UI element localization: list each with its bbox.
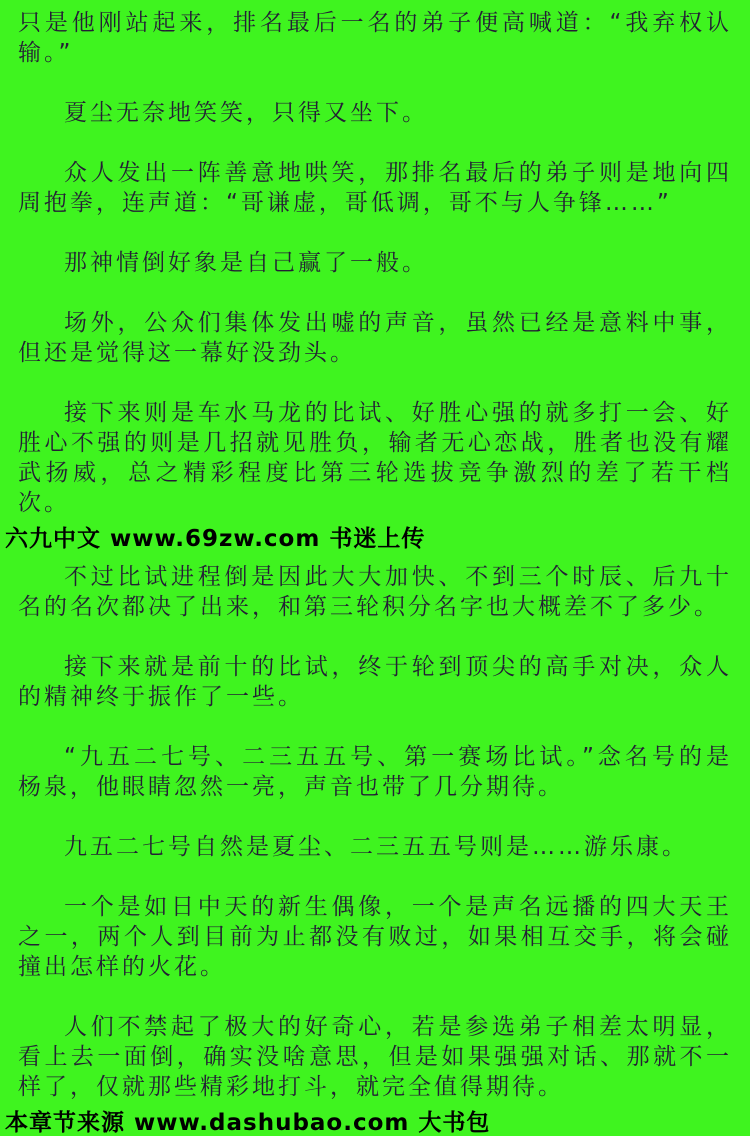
novel-paragraph: 众人发出一阵善意地哄笑，那排名最后的弟子则是地向四周抱拳，连声道：“哥谦虚，哥低调，哥不与人争锋……”	[18, 160, 732, 216]
novel-paragraph: 不过比试进程倒是因此大大加快、不到三个时辰、后九十名的名次都决了出来，和第三轮积分名字也大概差不了多少。	[18, 564, 732, 620]
novel-paragraph: 夏尘无奈地笑笑，只得又坐下。	[64, 100, 428, 126]
novel-paragraph: “九五二七号、二三五五号、第一赛场比试。”念名号的是杨泉，他眼睛忽然一亮，声音也带了几分期待。	[18, 744, 732, 800]
watermark-69zw: 六九中文 www.69zw.com 书迷上传	[5, 526, 426, 552]
novel-paragraph: 人们不禁起了极大的好奇心，若是参选弟子相差太明显，看上去一面倒，确实没啥意思，但是如果强强对话、那就不一样了，仅就那些精彩地打斗，就完全值得期待。	[18, 1014, 732, 1100]
novel-paragraph: 那神情倒好象是自己赢了一般。	[64, 250, 428, 276]
novel-paragraph: 只是他刚站起来，排名最后一名的弟子便高喊道：“我弃权认输。”	[18, 10, 732, 66]
novel-paragraph: 九五二七号自然是夏尘、二三五五号则是……游乐康。	[64, 834, 688, 860]
novel-paragraph: 接下来则是车水马龙的比试、好胜心强的就多打一会、好胜心不强的则是几招就见胜负，输者无心恋战，胜者也没有耀武扬威，总之精彩程度比第三轮选拔竞争激烈的差了若干档次。	[18, 400, 732, 516]
novel-paragraph: 场外，公众们集体发出嘘的声音，虽然已经是意料中事，但还是觉得这一幕好没劲头。	[18, 310, 732, 366]
watermark-dashubao: 本章节来源 www.dashubao.com 大书包	[5, 1110, 491, 1136]
novel-paragraph: 一个是如日中天的新生偶像，一个是声名远播的四大天王之一，两个人到目前为止都没有败过，如果相互交手，将会碰撞出怎样的火花。	[18, 894, 732, 980]
novel-paragraph: 接下来就是前十的比试，终于轮到顶尖的高手对决，众人的精神终于振作了一些。	[18, 654, 732, 710]
